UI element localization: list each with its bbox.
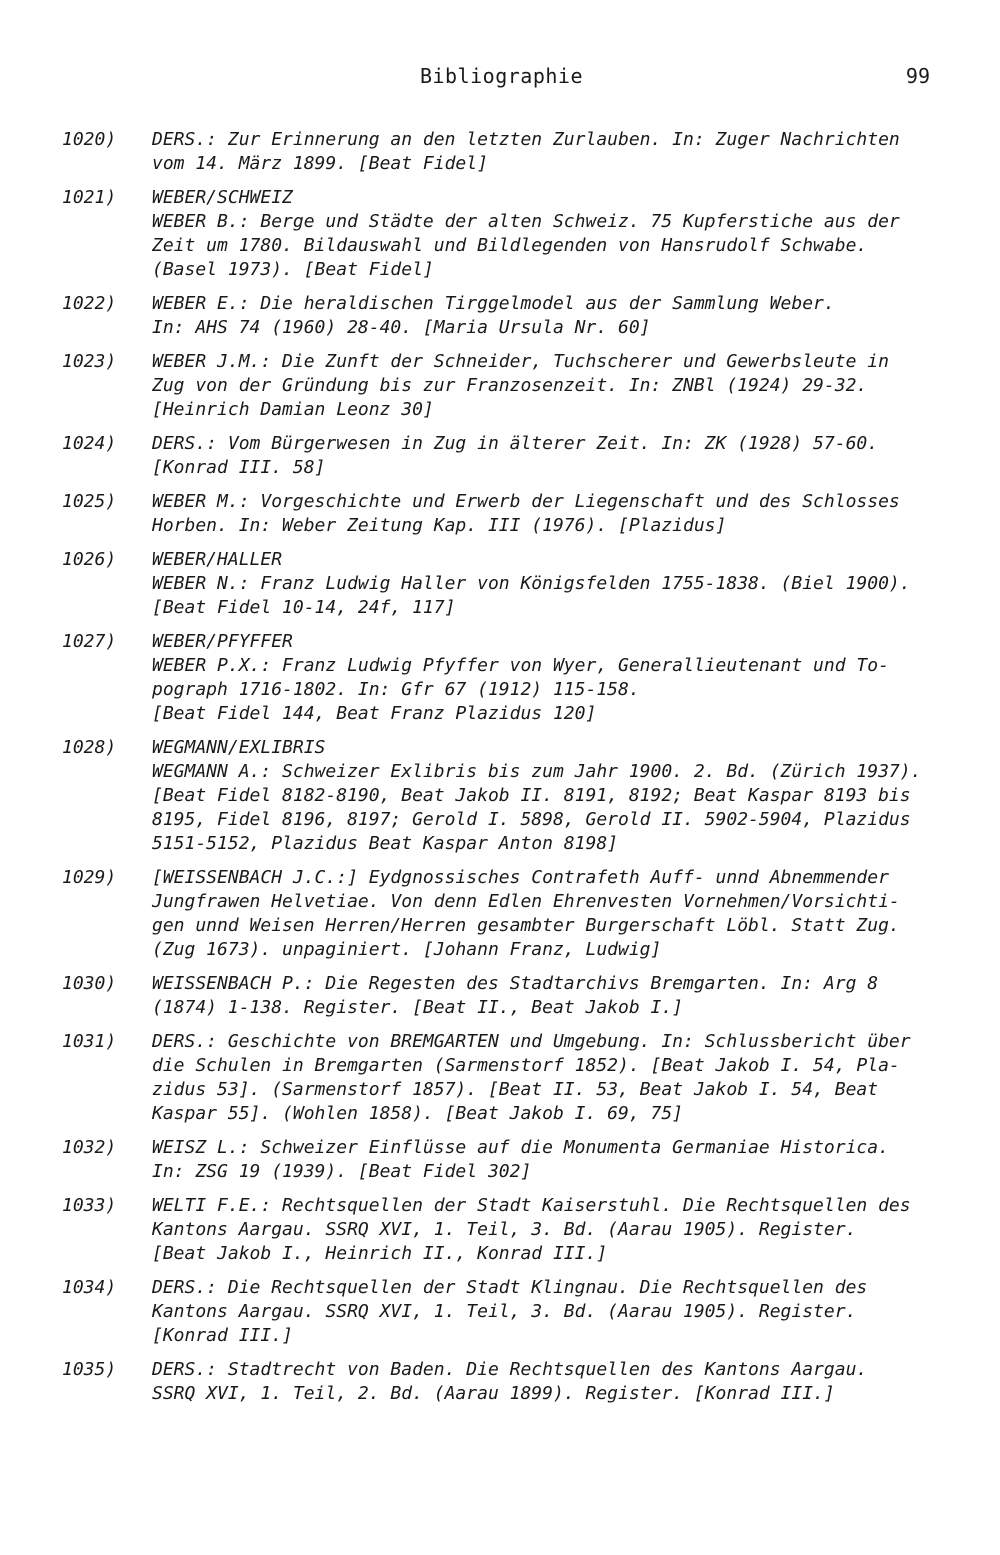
entry-number: 1024)	[62, 433, 117, 454]
entry-line: WEBER J.M.: Die Zunft der Schneider, Tuchscherer und Gewerbsleute in	[152, 351, 889, 372]
entry-line: DERS.: Zur Erinnerung an den letzten Zurlauben. In: Zuger Nachrichten	[152, 129, 900, 150]
bibliography-entry	[0, 1136, 1000, 1184]
entry-line: Horben. In: Weber Zeitung Kap. III (1976). [Plazidus]	[152, 515, 727, 536]
bibliography-entry	[0, 490, 1000, 538]
entry-line: 5151-5152, Plazidus Beat Kaspar Anton 8198]	[152, 833, 618, 854]
bibliography-entry	[0, 432, 1000, 480]
entry-line: WEBER E.: Die heraldischen Tirggelmodel aus der Sammlung Weber.	[152, 293, 835, 314]
bibliography-entry	[0, 548, 1000, 620]
entry-line: vom 14. März 1899. [Beat Fidel]	[152, 153, 488, 174]
entry-number: 1030)	[62, 973, 117, 994]
entry-text	[152, 1358, 952, 1406]
entry-line: DERS.: Vom Bürgerwesen in Zug in älterer Zeit. In: ZK (1928) 57-60.	[152, 433, 879, 454]
entry-line: [WEISSENBACH J.C.:] Eydgnossisches Contrafeth Auff- unnd Abnemmender	[152, 867, 889, 888]
entry-line: [Heinrich Damian Leonz 30]	[152, 399, 434, 420]
entry-number: 1023)	[62, 351, 117, 372]
running-title: Bibliographie	[419, 64, 584, 88]
entry-line: [Konrad III. 58]	[152, 457, 326, 478]
entry-number: 1025)	[62, 491, 117, 512]
entry-number: 1020)	[62, 129, 117, 150]
entry-line: [Beat Fidel 10-14, 24f, 117]	[152, 597, 456, 618]
bibliography-entry	[0, 1030, 1000, 1126]
bibliography-entry	[0, 630, 1000, 726]
entry-text	[152, 432, 952, 480]
bibliography-entry	[0, 1276, 1000, 1348]
entry-line: (Basel 1973). [Beat Fidel]	[152, 259, 434, 280]
entry-number: 1031)	[62, 1031, 117, 1052]
entry-number: 1021)	[62, 187, 117, 208]
entry-line: gen unnd Weisen Herren/Herren gesambter Burgerschaft Löbl. Statt Zug.	[152, 915, 900, 936]
entry-line: pograph 1716-1802. In: Gfr 67 (1912) 115-158.	[152, 679, 640, 700]
page-header	[0, 64, 1000, 94]
entry-line: In: AHS 74 (1960) 28-40. [Maria Ursula Nr. 60]	[152, 317, 651, 338]
entry-line: [Beat Jakob I., Heinrich II., Konrad III.]	[152, 1243, 608, 1264]
entry-line: WEBER M.: Vorgeschichte und Erwerb der Liegenschaft und des Schlosses	[152, 491, 900, 512]
bibliography-entry	[0, 1194, 1000, 1266]
entry-text	[152, 1030, 952, 1126]
entry-line: WEISZ L.: Schweizer Einflüsse auf die Monumenta Germaniae Historica.	[152, 1137, 889, 1158]
entry-text	[152, 1276, 952, 1348]
entry-line: Jungfrawen Helvetiae. Von denn Edlen Ehrenvesten Vornehmen/Vorsichti-	[152, 891, 900, 912]
entry-line: WEGMANN/EXLIBRIS	[152, 737, 326, 758]
entry-line: (Zug 1673). unpaginiert. [Johann Franz, Ludwig]	[152, 939, 662, 960]
bibliography-entry	[0, 972, 1000, 1020]
entry-number: 1035)	[62, 1359, 117, 1380]
entry-number: 1028)	[62, 737, 117, 758]
bibliography-entry	[0, 292, 1000, 340]
entry-line: zidus 53]. (Sarmenstorf 1857). [Beat II. 53, Beat Jakob I. 54, Beat	[152, 1079, 879, 1100]
entry-line: Kaspar 55]. (Wohlen 1858). [Beat Jakob I. 69, 75]	[152, 1103, 684, 1124]
page-number: 99	[905, 64, 930, 88]
entry-number: 1032)	[62, 1137, 117, 1158]
entry-line: WEBER/SCHWEIZ	[152, 187, 293, 208]
entry-number: 1026)	[62, 549, 117, 570]
entry-line: WELTI F.E.: Rechtsquellen der Stadt Kaiserstuhl. Die Rechtsquellen des	[152, 1195, 911, 1216]
entry-line: SSRQ XVI, 1. Teil, 2. Bd. (Aarau 1899). Register. [Konrad III.]	[152, 1383, 835, 1404]
entry-text	[152, 548, 952, 620]
entry-line: DERS.: Stadtrecht von Baden. Die Rechtsquellen des Kantons Aargau.	[152, 1359, 868, 1380]
entry-line: [Beat Fidel 144, Beat Franz Plazidus 120]	[152, 703, 597, 724]
entry-text	[152, 1136, 952, 1184]
entry-text	[152, 350, 952, 422]
entry-line: [Konrad III.]	[152, 1325, 293, 1346]
entry-text	[152, 292, 952, 340]
entry-number: 1033)	[62, 1195, 117, 1216]
entry-text	[152, 1194, 952, 1266]
entry-line: Zug von der Gründung bis zur Franzosenzeit. In: ZNBl (1924) 29-32.	[152, 375, 868, 396]
entry-number: 1022)	[62, 293, 117, 314]
entry-line: DERS.: Die Rechtsquellen der Stadt Klingnau. Die Rechtsquellen des	[152, 1277, 868, 1298]
entry-line: Kantons Aargau. SSRQ XVI, 1. Teil, 3. Bd. (Aarau 1905). Register.	[152, 1219, 857, 1240]
entry-number: 1027)	[62, 631, 117, 652]
entry-text	[152, 128, 952, 176]
entry-text	[152, 736, 952, 856]
bibliography-entry	[0, 1358, 1000, 1406]
entry-line: WEBER P.X.: Franz Ludwig Pfyffer von Wyer, Generallieutenant und To-	[152, 655, 889, 676]
entry-line: die Schulen in Bremgarten (Sarmenstorf 1852). [Beat Jakob I. 54, Pla-	[152, 1055, 900, 1076]
bibliography-list	[0, 128, 1000, 1416]
entry-line: WEISSENBACH P.: Die Regesten des Stadtarchivs Bremgarten. In: Arg 8	[152, 973, 879, 994]
entry-line: WEBER/PFYFFER	[152, 631, 293, 652]
bibliography-entry	[0, 866, 1000, 962]
entry-text	[152, 630, 952, 726]
entry-line: WEBER N.: Franz Ludwig Haller von Königsfelden 1755-1838. (Biel 1900).	[152, 573, 911, 594]
entry-line: 8195, Fidel 8196, 8197; Gerold I. 5898, Gerold II. 5902-5904, Plazidus	[152, 809, 911, 830]
bibliography-entry	[0, 128, 1000, 176]
entry-line: WEBER/HALLER	[152, 549, 283, 570]
entry-line: [Beat Fidel 8182-8190, Beat Jakob II. 8191, 8192; Beat Kaspar 8193 bis	[152, 785, 911, 806]
entry-line: (1874) 1-138. Register. [Beat II., Beat Jakob I.]	[152, 997, 684, 1018]
entry-line: Kantons Aargau. SSRQ XVI, 1. Teil, 3. Bd. (Aarau 1905). Register.	[152, 1301, 857, 1322]
entry-line: In: ZSG 19 (1939). [Beat Fidel 302]	[152, 1161, 532, 1182]
entry-number: 1034)	[62, 1277, 117, 1298]
bibliography-entry	[0, 350, 1000, 422]
bibliography-entry	[0, 186, 1000, 282]
entry-line: WEGMANN A.: Schweizer Exlibris bis zum Jahr 1900. 2. Bd. (Zürich 1937).	[152, 761, 922, 782]
entry-text	[152, 972, 952, 1020]
entry-text	[152, 490, 952, 538]
entry-line: WEBER B.: Berge und Städte der alten Schweiz. 75 Kupferstiche aus der	[152, 211, 900, 232]
entry-line: DERS.: Geschichte von BREMGARTEN und Umgebung. In: Schlussbericht über	[152, 1031, 911, 1052]
entry-number: 1029)	[62, 867, 117, 888]
entry-text	[152, 866, 952, 962]
entry-text	[152, 186, 952, 282]
entry-line: Zeit um 1780. Bildauswahl und Bildlegenden von Hansrudolf Schwabe.	[152, 235, 868, 256]
bibliography-entry	[0, 736, 1000, 856]
